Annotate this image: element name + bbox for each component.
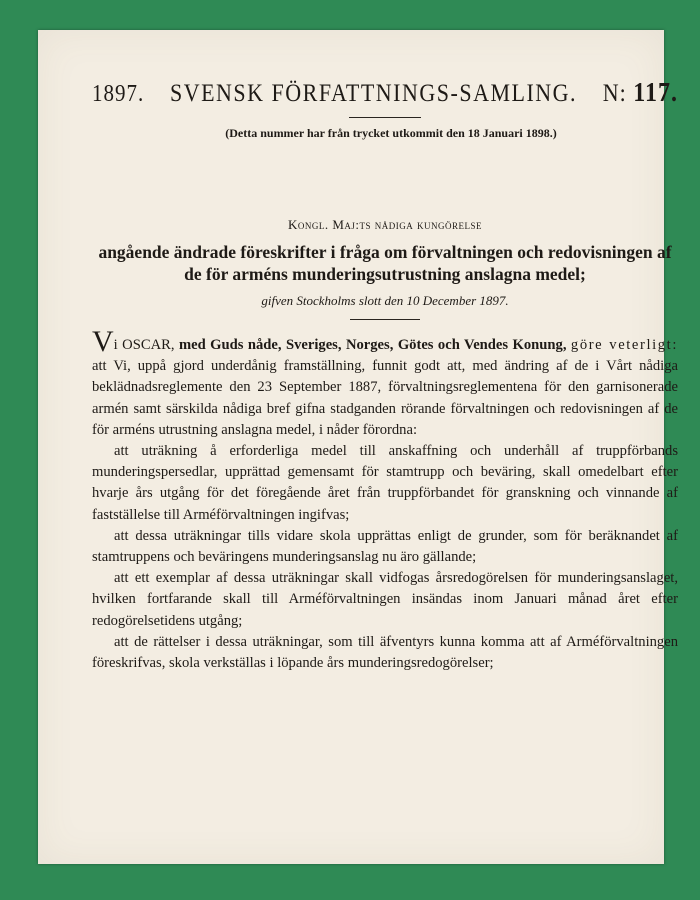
masthead [92, 78, 678, 109]
masthead-title: SVENSK FÖRFATTNINGS-SAMLING. [169, 77, 578, 107]
opening-paragraph [92, 325, 678, 441]
opening-titles: med Guds nåde, Sveriges, Norges, Götes och Vendes Konung, [178, 337, 567, 353]
opening-phrase: göre veterligt: [570, 337, 678, 353]
paragraph: att uträkning å erforderliga medel till anskaffning och underhåll af truppförbands munderingspersedlar, upprättad gemensamt för stamtrupp och beväring, skall omedelbart efter hvarje års utgång för det föregående året från truppförbandet för granskning och vinnande af fastställelse till Arméförvaltningen ingifvas; [92, 443, 678, 523]
document-text [92, 77, 678, 674]
drop-cap: V [92, 325, 114, 358]
masthead-number [603, 78, 678, 109]
masthead-year: 1897. [92, 79, 145, 107]
publication-notice: (Detta nummer har från trycket utkommit den 18 Januari 1898.) [225, 126, 557, 140]
masthead-rule [349, 117, 421, 118]
decree-given: gifven Stockholms slott den 10 December 1897. [261, 293, 509, 308]
decree-body [92, 325, 678, 674]
decree-heading: angående ändrade föreskrifter i fråga om förvaltningen och redovisningen af de för arméns munderingsutrustning anslagna medel; [98, 242, 672, 284]
number-value: 117. [633, 77, 678, 108]
decree-kind: Kongl. Maj:ts nådiga kungörelse [287, 217, 483, 232]
paragraph: att de rättelser i dessa uträkningar, som till äfventyrs kunna komma att af Arméförvaltningen föreskrifvas, skola verkställas i löpande års munderingsredogörelser; [92, 633, 678, 672]
opening-text: att Vi, uppå gjord underdånig framställning, funnit godt att, med ändring af de i Vårt nådiga beklädnadsreglemente den 23 September 1887, förvaltningsreglementena för den garnisonerade armén samt särskilda nådiga bref gifna stadganden rörande förvaltningen och redovisningen af de för arméns utrustning anslagna medel, i nåder förordna: [92, 358, 678, 438]
paragraph: att dessa uträkningar tills vidare skola upprättas enligt de grunder, som för beräknandet af stamtruppens och beväringens munderingsanslag nu äro gällande; [92, 527, 678, 566]
paragraph: att ett exemplar af dessa uträkningar skall vidfogas årsredogörelsen för munderingsanslaget, hvilken fortfarande skall till Arméförvaltningen insändas inom Januari månad året efter redogörelsetidens utgång; [92, 570, 678, 629]
document-page [38, 30, 678, 864]
opening-rest: i OSCAR, [113, 337, 175, 353]
number-prefix: N: [602, 77, 627, 107]
decree-rule [350, 319, 420, 320]
